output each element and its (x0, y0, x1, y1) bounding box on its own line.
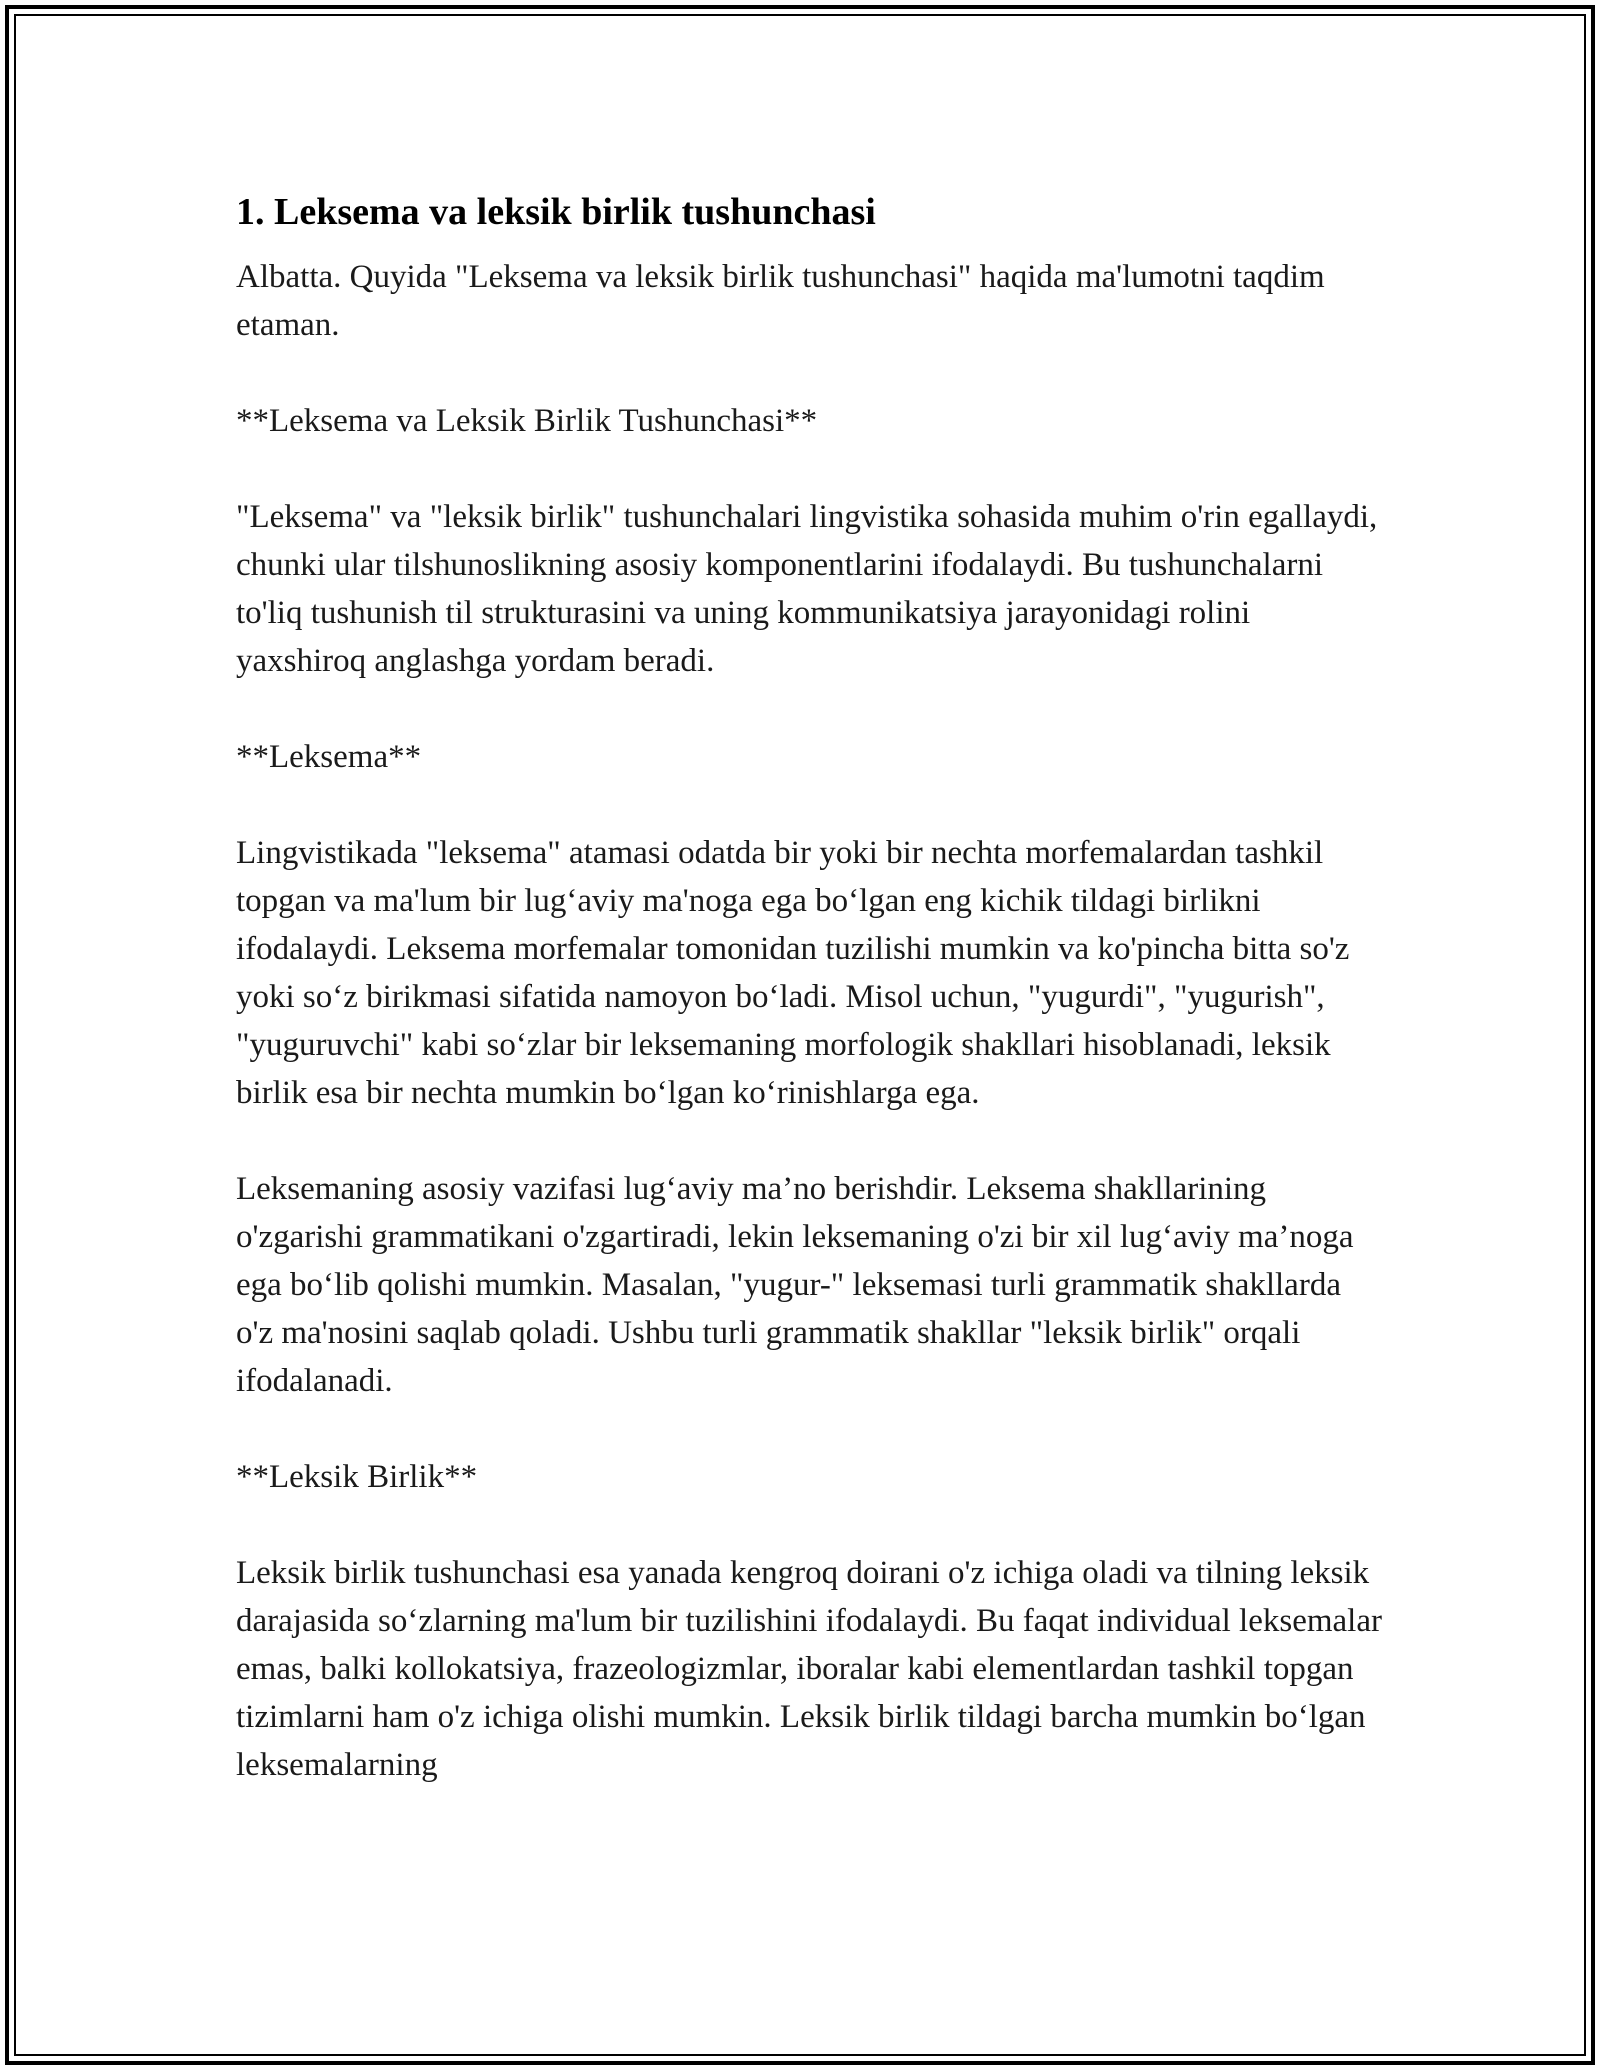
paragraph-overview: "Leksema" va "leksik birlik" tushunchalari lingvistika sohasida muhim o'rin egallaydi, chunki ular tilshunoslikning asosiy komponentlarini ifodalaydi. Bu tushunchalarni to'liq tushunish til strukturasini va uning kommunikatsiya jarayonidagi rolini yaxshiroq anglashga yordam beradi. (236, 499, 1378, 679)
paragraph-intro: Albatta. Quyida "Leksema va leksik birlik tushunchasi" haqida ma'lumotni taqdim etaman. (236, 259, 1325, 343)
document-body (236, 185, 1386, 1789)
paragraph-heading-main: **Leksema va Leksik Birlik Tushunchasi** (236, 403, 818, 439)
paragraph-heading-leksema: **Leksema** (236, 739, 422, 775)
paragraph-leksema-definition: Lingvistikada "leksema" atamasi odatda bir yoki bir nechta morfemalardan tashkil topgan va ma'lum bir lug‘aviy ma'noga ega bo‘lgan eng kichik tildagi birlikni ifodalaydi. Leksema morfemalar tomonidan tuzilishi mumkin va ko'pincha bitta so'z yoki so‘z birikmasi sifatida namoyon bo‘ladi. Misol uchun, "yugurdi", "yugurish", "yuguruvchi" kabi so‘zlar bir leksemaning morfologik shakllari hisoblanadi, leksik birlik esa bir nechta mumkin bo‘lgan ko‘rinishlarga ega. (236, 835, 1350, 1111)
paragraph-leksema-function: Leksemaning asosiy vazifasi lug‘aviy ma’no berishdir. Leksema shakllarining o'zgarishi grammatikani o'zgartiradi, lekin leksemaning o'zi bir xil lug‘aviy ma’noga ega bo‘lib qolishi mumkin. Masalan, "yugur-" leksemasi turli grammatik shakllarda o'z ma'nosini saqlab qoladi. Ushbu turli grammatik shakllar "leksik birlik" orqali ifodalanadi. (236, 1171, 1354, 1399)
paragraph-heading-leksik-birlik: **Leksik Birlik** (236, 1459, 478, 1495)
document-title: 1. Leksema va leksik birlik tushunchasi (236, 191, 876, 233)
paragraph-leksik-birlik-definition: Leksik birlik tushunchasi esa yanada kengroq doirani o'z ichiga oladi va tilning leksik darajasida so‘zlarning ma'lum bir tuzilishini ifodalaydi. Bu faqat individual leksemalar emas, balki kollokatsiya, frazeologizmlar, iboralar kabi elementlardan tashkil topgan tizimlarni ham o'z ichiga olishi mumkin. Leksik birlik tildagi barcha mumkin bo‘lgan leksemalarning (236, 1555, 1382, 1783)
